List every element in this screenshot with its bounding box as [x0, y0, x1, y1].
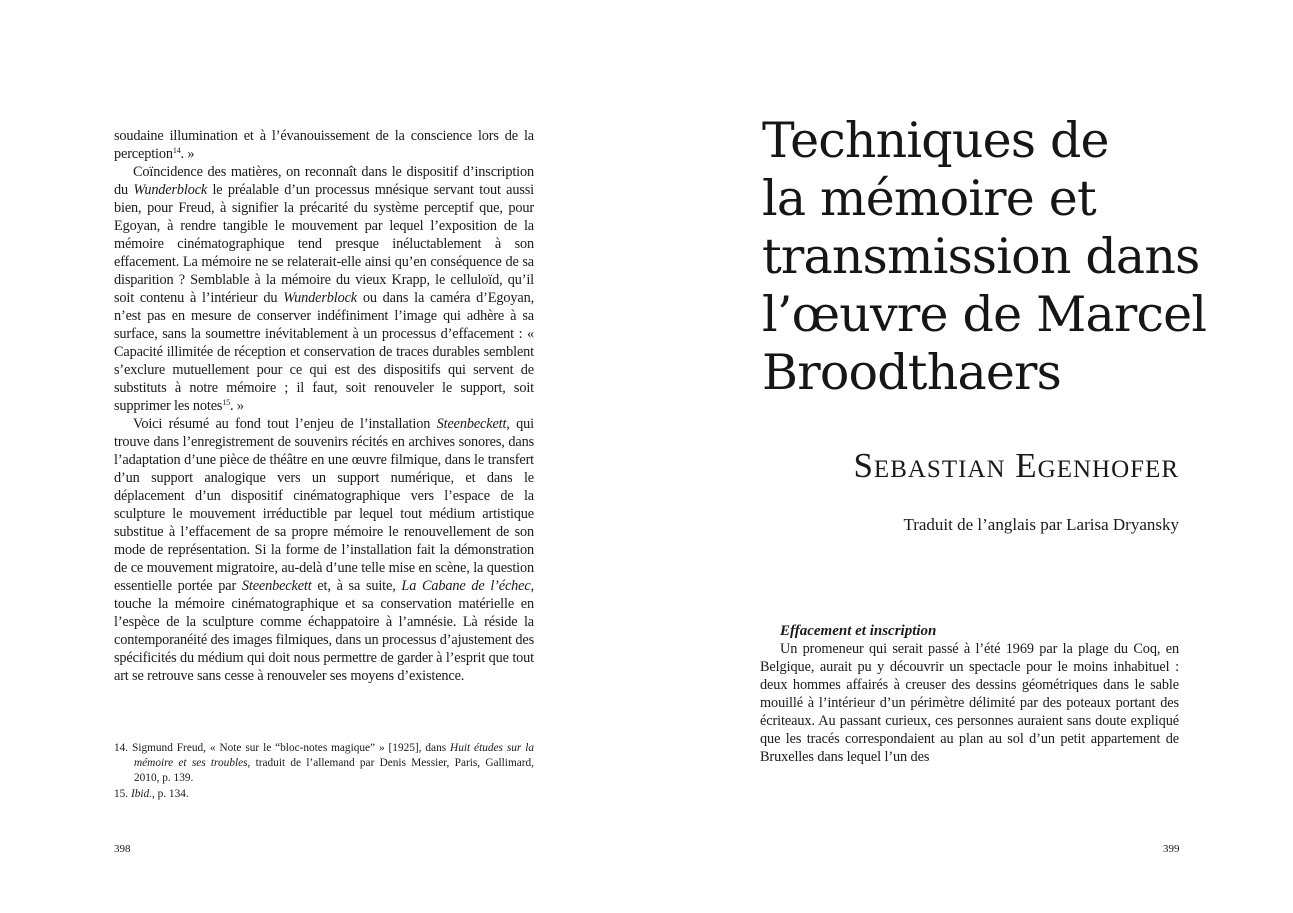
title-line: l’œuvre de Marcel — [762, 286, 1207, 343]
left-page — [0, 0, 646, 913]
footnotes — [114, 741, 534, 802]
text-run: 14. Sigmund Freud, « Note sur le “bloc-notes magique” » [1925], dans — [114, 742, 451, 754]
text-run: , qui trouve dans l’enregistrement de souvenirs récités en archives sonores, dans l’adaptation d’une pièce de théâtre en une œuvre filmique, dans le transfert d’un support analogique vers un support numérique, et dans le déplacement d’un dispositif cinématographique vers l’espace de la sculpture le mouvement irréductible par lequel tout médium artistique substitue à l’effacement de sa propre mémoire le renouvellement de son mode de représentation. Si la forme de l’installation fait la démonstration de ce mouvement migratoire, au-delà d’une telle mise en scène, la question essentielle portée par — [114, 416, 534, 594]
text-run: 15. — [114, 787, 131, 800]
text-run: ou dans la caméra d’Egoyan, n’est pas en mesure de conserver indéfiniment l’image qui adhère à sa surface, sans la soumettre inévitablement à un processus d’effacement : « Capacité illimitée de réception et conservation de traces durables semblent s’exclure mutuellement pour ce qui est des dispositifs qui servent de substituts à notre mémoire ; il faut, soit renouveler le support, soit supprimer les notes — [114, 290, 534, 414]
text-run: soudaine illumination et à l’évanouissement de la conscience lors de la perception — [114, 128, 534, 162]
text-run: Coïncidence des matières, on reconnaît dans le dispositif d’inscription du — [114, 164, 534, 198]
author-name: Sebastian Egenhofer — [853, 446, 1179, 485]
text-run: , traduit de l’allemand par Denis Messier, Paris, Gallimard, 2010, p. 139. — [134, 757, 534, 785]
text-run: , p. 134. — [151, 787, 189, 800]
section-heading: Effacement et inscription — [780, 623, 937, 639]
italic-text: Wunderblock — [133, 182, 208, 198]
page-number-left: 398 — [114, 843, 131, 855]
italic-text: Huit études sur la mémoire et ses troubles — [134, 742, 534, 770]
translator-credit: Traduit de l’anglais par Larisa Dryansky — [903, 515, 1179, 534]
italic-text: Wunderblock — [283, 290, 357, 306]
article-title — [762, 112, 1222, 402]
left-body-text — [114, 127, 534, 685]
text-run: le préalable d’un processus mnésique servant tout aussi bien, pour Freud, à signifier la précarité du système perceptif que, pour Egoyan, à rendre tangible le mouvement par lequel l’exposition de la mémoire cinématographique tend presque inéluctablement à son effacement. La mémoire ne se relaterait-elle ainsi qu’en conséquence de sa disparition ? Semblable à la mémoire du vieux Krapp, le celluloïd, qu’il soit contenu à l’intérieur du — [114, 182, 535, 306]
title-line: Broodthaers — [762, 344, 1062, 401]
italic-text: Steenbeckett — [241, 578, 312, 594]
title-line: transmission dans — [762, 228, 1200, 285]
text-run: , touche la mémoire cinématographique et sa conservation matérielle en l’espèce de la sculpture comme échappatoire à l’amnésie. Là réside la contemporanéité des images filmiques, dans un processus d’ajustement des spécificités du médium qui doit nous permettre de garder à l’esprit que tout art se retrouve sans cesse à renouveler ses moyens d’existence. — [114, 578, 535, 684]
footnote — [114, 741, 534, 787]
footnote — [114, 787, 534, 802]
title-line: Techniques de — [762, 112, 1109, 169]
italic-text: Steenbeckett — [436, 416, 507, 432]
title-line: la mémoire et — [762, 170, 1096, 227]
italic-text: La Cabane de l’échec — [401, 578, 531, 594]
section-body-text: Un promeneur qui serait passé à l’été 1969 par la plage du Coq, en Belgique, aurait pu y découvrir un spectacle pour le moins inhabituel : deux hommes affairés à creuser des dessins géométriques dans le sable mouillé à l’intérieur d’un périmètre délimité par des poteaux portant des écriteaux. Au passant curieux, ces personnes auraient sans doute expliqué que les tracés correspondaient au plan au sol d’un petit appartement de Bruxelles dans lequel l’un des — [760, 641, 1179, 765]
page-number-right: 399 — [1163, 843, 1180, 855]
paragraph — [114, 163, 534, 415]
footnote-ref: 15 — [222, 398, 231, 407]
text-run: et, à sa suite, — [311, 578, 402, 594]
paragraph — [114, 415, 534, 685]
footnote-ref: 14 — [172, 146, 181, 155]
paragraph — [114, 127, 534, 163]
right-page — [646, 0, 1293, 913]
italic-text: Ibid. — [130, 787, 152, 800]
text-run: Voici résumé au fond tout l’enjeu de l’installation — [133, 416, 437, 432]
text-run: . » — [230, 398, 244, 414]
text-run: . » — [180, 146, 195, 162]
